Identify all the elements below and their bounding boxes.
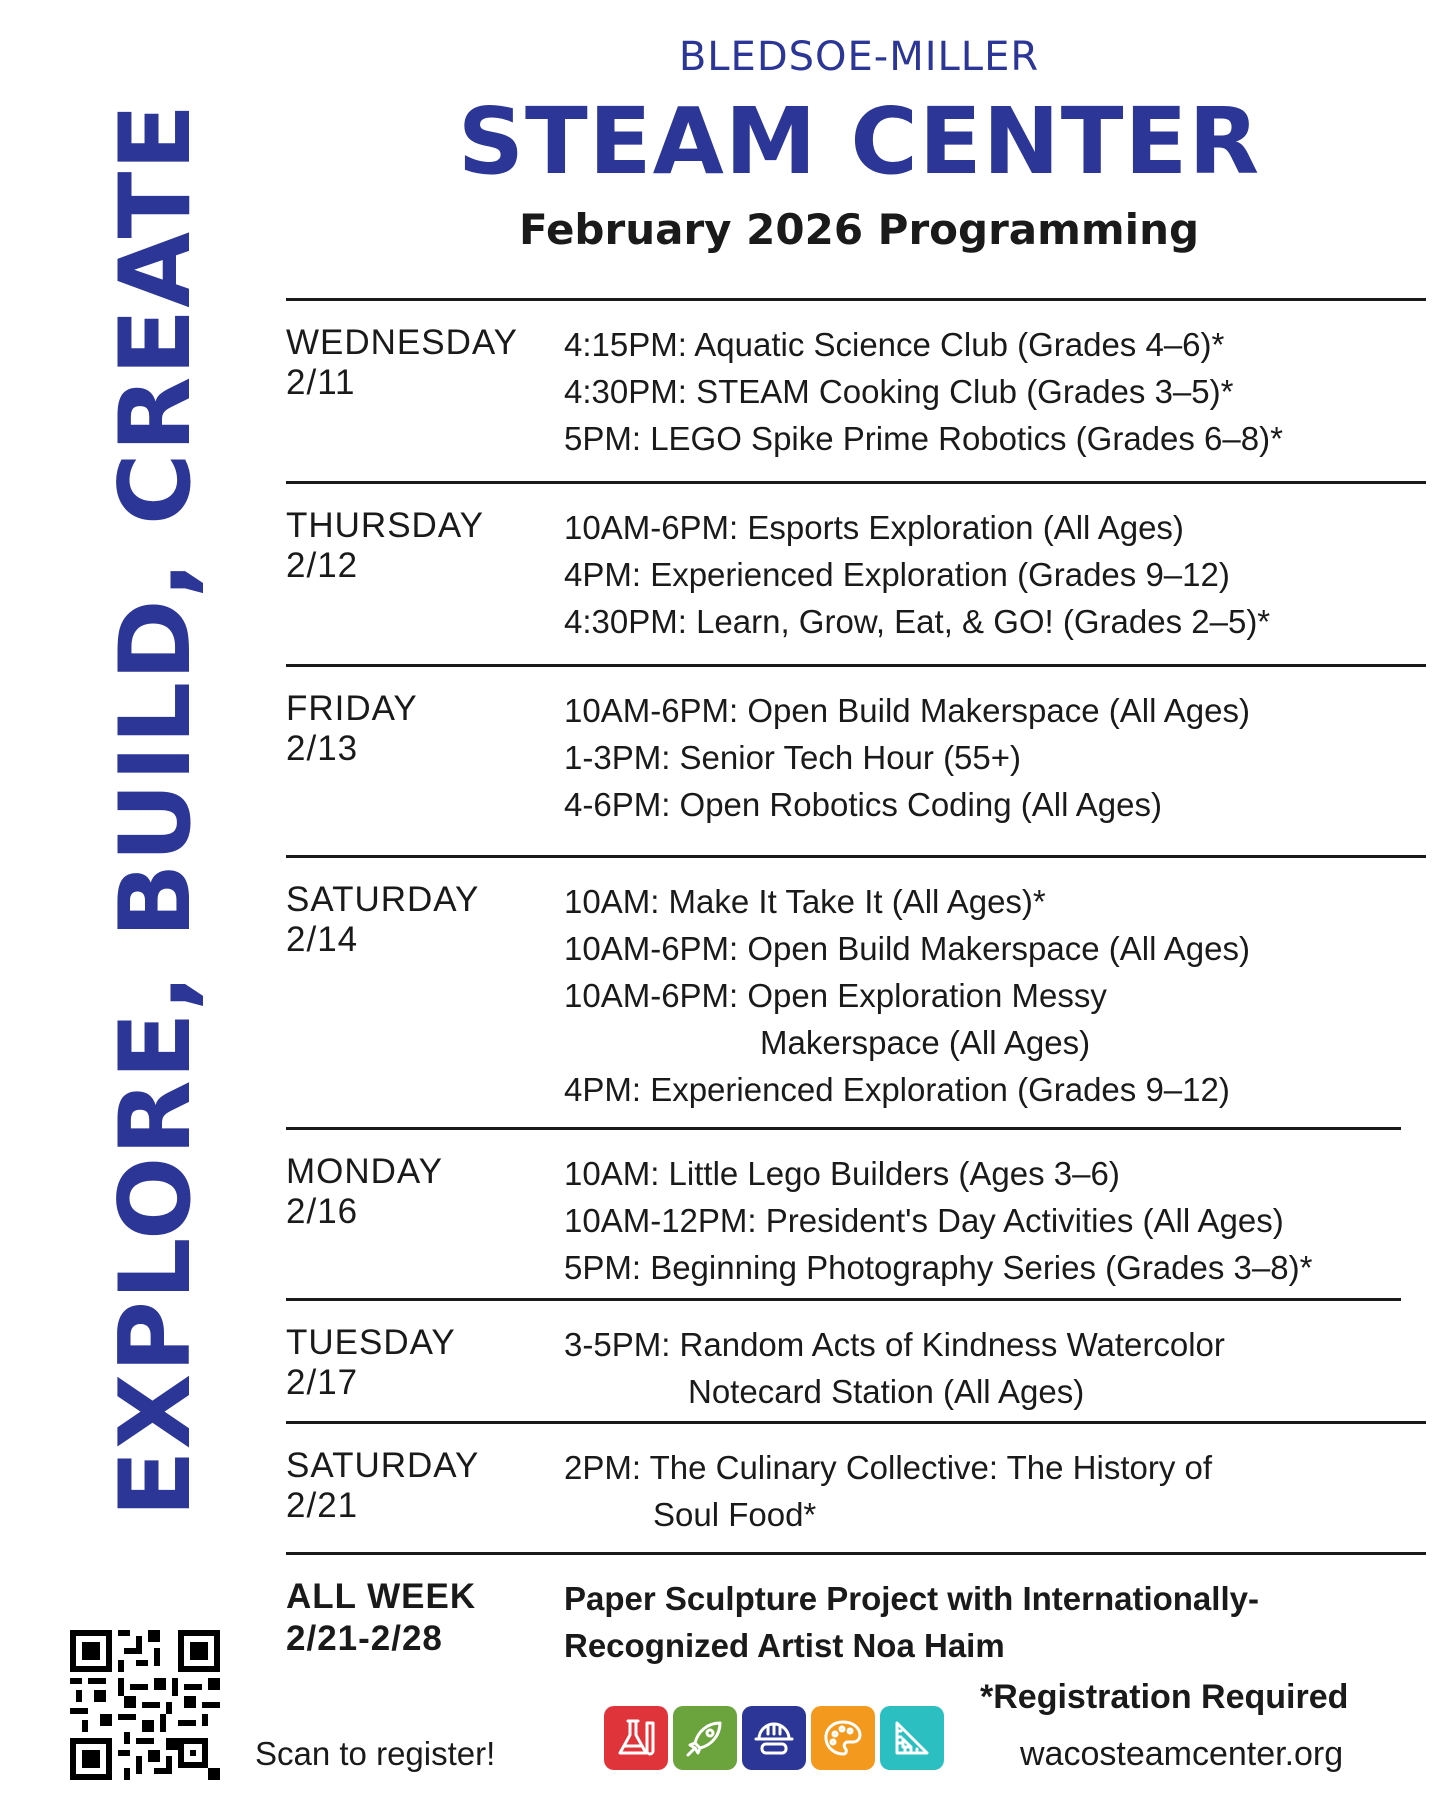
day-date: 2/17 xyxy=(286,1363,359,1402)
event-item: 4PM: Experienced Exploration (Grades 9–12) xyxy=(564,556,1230,593)
event-item: 10AM-6PM: Open Build Makerspace (All Ages) xyxy=(564,930,1250,967)
event-list xyxy=(564,687,1440,828)
event-item: Recognized Artist Noa Haim xyxy=(564,1627,1005,1664)
event-item: 5PM: Beginning Photography Series (Grades 3–8)* xyxy=(564,1249,1313,1286)
event-list xyxy=(564,1321,1440,1415)
website-link[interactable]: wacosteamcenter.org xyxy=(1020,1735,1344,1773)
event-item: 2PM: The Culinary Collective: The History of xyxy=(564,1449,1213,1486)
event-item: 10AM: Make It Take It (All Ages)* xyxy=(564,883,1046,920)
day-name: MONDAY xyxy=(286,1152,444,1191)
day-name: ALL WEEK xyxy=(286,1577,477,1616)
event-list xyxy=(564,321,1440,462)
day-section-thu-2-12 xyxy=(286,481,1426,664)
event-item: 1-3PM: Senior Tech Hour (55+) xyxy=(564,739,1022,776)
science-flask-icon xyxy=(604,1706,668,1770)
event-item: Paper Sculpture Project with Internationally- xyxy=(564,1580,1259,1617)
day-section-tue-2-17 xyxy=(286,1298,1401,1421)
art-palette-icon xyxy=(811,1706,875,1770)
day-name: THURSDAY xyxy=(286,506,484,545)
day-date: 2/12 xyxy=(286,546,359,585)
event-list xyxy=(564,1444,1440,1538)
day-date: 2/13 xyxy=(286,729,359,768)
event-item: 4-6PM: Open Robotics Coding (All Ages) xyxy=(564,786,1162,823)
event-item: 10AM: Little Lego Builders (Ages 3–6) xyxy=(564,1155,1120,1192)
rocket-icon xyxy=(673,1706,737,1770)
event-item: 4PM: Experienced Exploration (Grades 9–12) xyxy=(564,1071,1230,1108)
event-list xyxy=(564,1150,1440,1291)
day-date: 2/16 xyxy=(286,1192,359,1231)
page-subtitle: February 2026 Programming xyxy=(518,205,1200,254)
day-date: 2/11 xyxy=(286,363,356,402)
day-date: 2/21-2/28 xyxy=(286,1619,443,1658)
event-list xyxy=(564,1575,1440,1669)
day-name: SATURDAY xyxy=(286,1446,480,1485)
vertical-slogan xyxy=(66,0,246,1620)
event-item: 10AM-6PM: Esports Exploration (All Ages) xyxy=(564,509,1184,546)
event-item: 4:15PM: Aquatic Science Club (Grades 4–6)* xyxy=(564,326,1225,363)
event-item: 10AM-6PM: Open Exploration Messy xyxy=(564,977,1107,1014)
program-icons xyxy=(604,1706,944,1770)
day-name: WEDNESDAY xyxy=(286,323,518,362)
event-item: 4:30PM: Learn, Grow, Eat, & GO! (Grades 2–5)* xyxy=(564,603,1271,640)
day-section-sat-2-14 xyxy=(286,855,1426,1127)
page-title: STEAM CENTER xyxy=(457,88,1261,195)
day-name: FRIDAY xyxy=(286,689,418,728)
day-section-sat-2-21 xyxy=(286,1421,1426,1552)
event-item: 3-5PM: Random Acts of Kindness Watercolor xyxy=(564,1326,1225,1363)
day-name: SATURDAY xyxy=(286,880,480,919)
event-list xyxy=(564,504,1440,645)
day-section-mon-2-16 xyxy=(286,1127,1401,1298)
kicker: BLEDSOE-MILLER xyxy=(678,34,1040,80)
day-date: 2/21 xyxy=(286,1486,359,1525)
event-item: 5PM: LEGO Spike Prime Robotics (Grades 6–8)* xyxy=(564,420,1283,457)
scan-to-register-label: Scan to register! xyxy=(255,1735,496,1772)
event-item: 4:30PM: STEAM Cooking Club (Grades 3–5)* xyxy=(564,373,1234,410)
event-item-continued: Notecard Station (All Ages) xyxy=(688,1373,1085,1410)
math-ruler-icon xyxy=(880,1706,944,1770)
event-item: 10AM-12PM: President's Day Activities (All Ages) xyxy=(564,1202,1284,1239)
day-section-wed-2-11 xyxy=(286,298,1426,481)
day-date: 2/14 xyxy=(286,920,359,959)
day-section-all-week xyxy=(286,1552,1426,1675)
slogan-text: EXPLORE, BUILD, CREATE xyxy=(99,102,213,1518)
day-name: TUESDAY xyxy=(286,1323,456,1362)
event-item: 10AM-6PM: Open Build Makerspace (All Ages) xyxy=(564,692,1250,729)
day-section-fri-2-13 xyxy=(286,664,1426,855)
schedule xyxy=(286,298,1426,1675)
event-item-continued: Makerspace (All Ages) xyxy=(760,1024,1091,1061)
event-list xyxy=(564,878,1440,1113)
qr-code-icon[interactable] xyxy=(70,1630,220,1784)
registration-note: *Registration Required xyxy=(980,1678,1349,1716)
event-item-continued: Soul Food* xyxy=(653,1496,817,1533)
engineer-helmet-icon xyxy=(742,1706,806,1770)
